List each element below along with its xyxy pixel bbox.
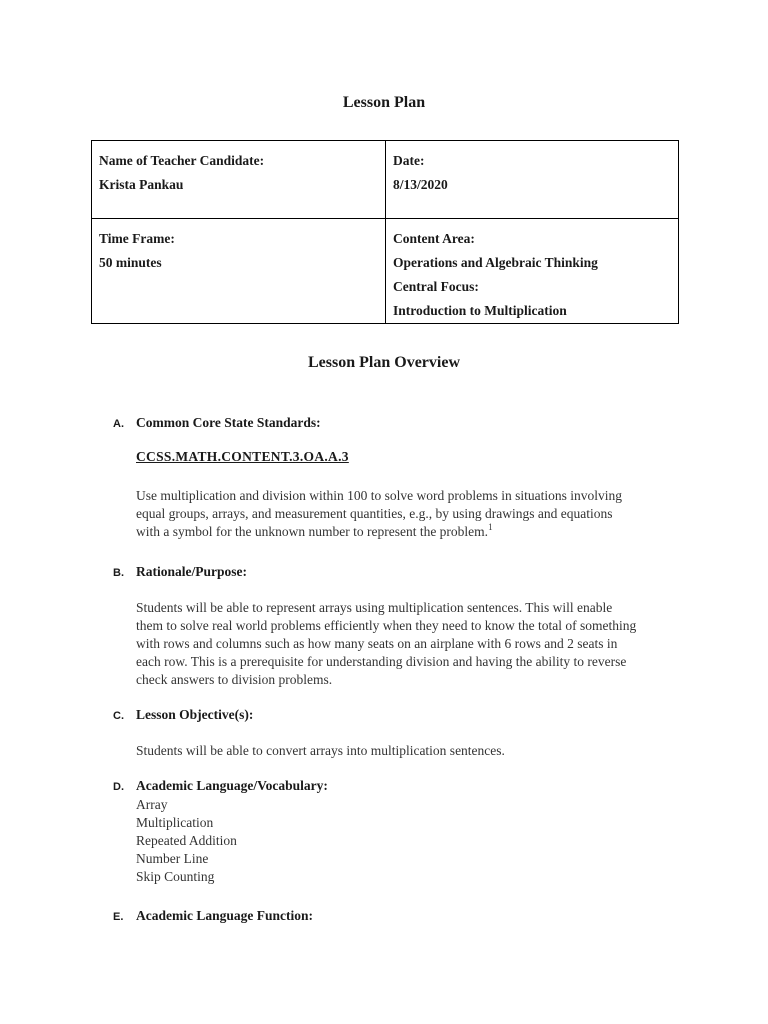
section-a-title: Common Core State Standards:: [136, 415, 321, 430]
overview-title: Lesson Plan Overview: [308, 354, 460, 371]
section-b-line: check answers to division problems.: [136, 672, 333, 687]
section-d-letter: D.: [113, 781, 124, 793]
document-title: Lesson Plan: [342, 94, 426, 111]
vocabulary-item: Multiplication: [136, 815, 214, 830]
content-area-cell: [386, 219, 679, 324]
section-b-heading: [113, 564, 247, 580]
section-b-line: them to solve real world problems efficiently when they need to know the total of something: [136, 618, 637, 633]
time-frame-cell: [92, 219, 386, 324]
central-focus-label: Central Focus:: [393, 279, 479, 294]
lesson-info-table: [91, 140, 679, 324]
vocabulary-item: Skip Counting: [136, 869, 215, 884]
section-b-letter: B.: [113, 567, 124, 579]
content-area-value: Operations and Algebraic Thinking: [393, 255, 598, 270]
central-focus-value: Introduction to Multiplication: [393, 303, 567, 318]
section-c-title: Lesson Objective(s):: [136, 707, 254, 722]
section-b-line: each row. This is a prerequisite for understanding division and having the ability to reverse: [136, 654, 627, 669]
section-a-line: equal groups, arrays, and measurement quantities, e.g., by using drawings and equations: [136, 506, 613, 521]
time-frame-label: Time Frame:: [99, 231, 175, 246]
section-a-line: Use multiplication and division within 100 to solve word problems in situations involving: [136, 488, 622, 503]
section-a-heading: [113, 415, 321, 431]
section-e-heading: [113, 908, 313, 924]
section-b-line: Students will be able to represent arrays using multiplication sentences. This will enable: [136, 600, 613, 615]
date-value: 8/13/2020: [393, 177, 448, 192]
date-cell: [386, 141, 679, 219]
date-label: Date:: [393, 153, 425, 168]
section-a-line: with a symbol for the unknown number to represent the problem.$^1$: [136, 522, 493, 539]
footnote-marker[interactable]: 1: [488, 522, 493, 532]
vocabulary-item: Number Line: [136, 851, 209, 866]
content-area-label: Content Area:: [393, 231, 475, 246]
vocabulary-item: Repeated Addition: [136, 833, 237, 848]
section-e-title: Academic Language Function:: [136, 908, 313, 923]
vocabulary-list: [136, 796, 706, 886]
section-d-title: Academic Language/Vocabulary:: [136, 778, 328, 793]
section-c-letter: C.: [113, 710, 124, 722]
section-b-body: [136, 599, 706, 689]
section-d-heading: [113, 778, 328, 794]
teacher-label: Name of Teacher Candidate:: [99, 153, 265, 168]
section-c-body: [136, 742, 706, 760]
time-frame-value: 50 minutes: [99, 255, 162, 270]
teacher-cell: [92, 141, 386, 219]
section-b-title: Rationale/Purpose:: [136, 564, 247, 579]
section-c-heading: [113, 707, 253, 723]
standard-link[interactable]: CCSS.MATH.CONTENT.3.OA.A.3: [136, 449, 349, 464]
vocabulary-item: Array: [136, 797, 168, 812]
section-c-line: Students will be able to convert arrays into multiplication sentences.: [136, 743, 505, 758]
section-b-line: with rows and columns such as how many seats on an airplane with 6 rows and 2 seats in: [136, 636, 618, 651]
section-a-letter: A.: [113, 418, 124, 430]
section-a-body: [136, 487, 706, 541]
teacher-value: Krista Pankau: [99, 177, 184, 192]
section-e-letter: E.: [113, 911, 124, 923]
